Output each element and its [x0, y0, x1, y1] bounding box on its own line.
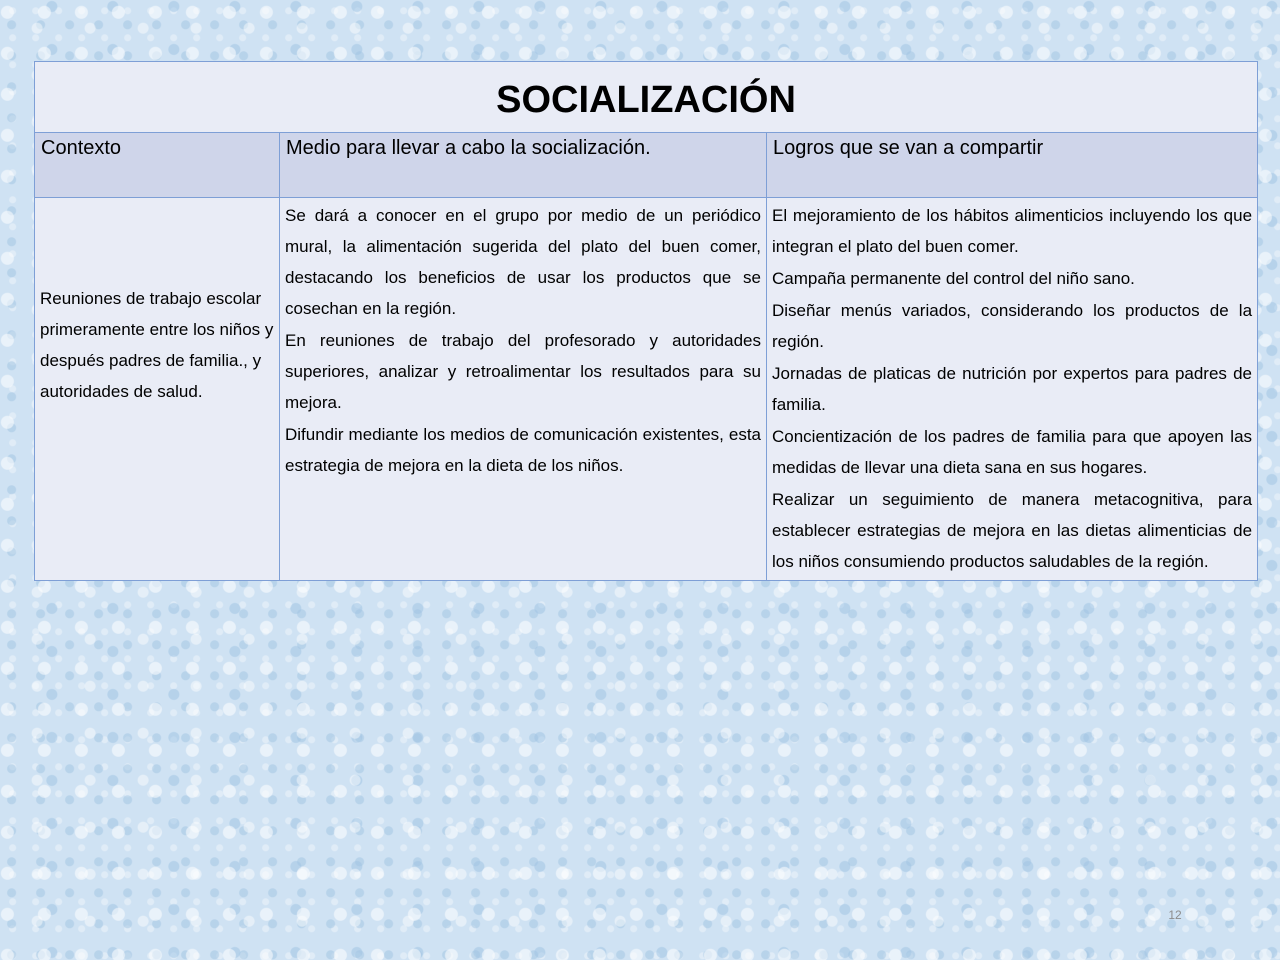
- context-text: Reuniones de trabajo escolar primeramente entre los niños y después padres de familia., y autoridades de salud.: [40, 288, 274, 401]
- achievement-paragraph: Diseñar menús variados, considerando los productos de la región.: [772, 301, 1253, 351]
- medium-paragraph: En reuniones de trabajo del profesorado y autoridades superiores, analizar y retroalimentar los resultados para su mejora.: [285, 331, 761, 412]
- table-title: SOCIALIZACIÓN: [35, 62, 1258, 133]
- achievements-cell: [767, 198, 1258, 581]
- title-row: [35, 62, 1258, 133]
- header-medium: Medio para llevar a cabo la socialización.: [280, 133, 767, 198]
- header-row: [35, 133, 1258, 198]
- achievement-paragraph: Concientización de los padres de familia para que apoyen las medidas de llevar una dieta sana en sus hogares.: [772, 427, 1253, 477]
- medium-paragraph: Difundir mediante los medios de comunicación existentes, esta estrategia de mejora en la dieta de los niños.: [285, 425, 761, 475]
- content-row: [35, 198, 1258, 581]
- page-number: 12: [1168, 908, 1182, 922]
- socializacion-table: [34, 61, 1258, 581]
- medium-paragraph: Se dará a conocer en el grupo por medio de un periódico mural, la alimentación sugerida del plato del buen comer, destacando los beneficios de usar los productos que se cosechan en la región.: [285, 206, 761, 318]
- achievement-paragraph: Realizar un seguimiento de manera metacognitiva, para establecer estrategias de mejora en las dietas alimenticias de los niños consumiendo productos saludables de la región.: [772, 490, 1253, 571]
- header-achievements: Logros que se van a compartir: [767, 133, 1258, 198]
- achievement-paragraph: Campaña permanente del control del niño sano.: [772, 269, 1135, 288]
- medium-cell: [280, 198, 767, 581]
- context-cell: [35, 198, 280, 581]
- achievement-paragraph: Jornadas de platicas de nutrición por expertos para padres de familia.: [772, 364, 1253, 414]
- achievement-paragraph: El mejoramiento de los hábitos alimenticios incluyendo los que integran el plato del buen comer.: [772, 206, 1253, 256]
- header-context: Contexto: [35, 133, 280, 198]
